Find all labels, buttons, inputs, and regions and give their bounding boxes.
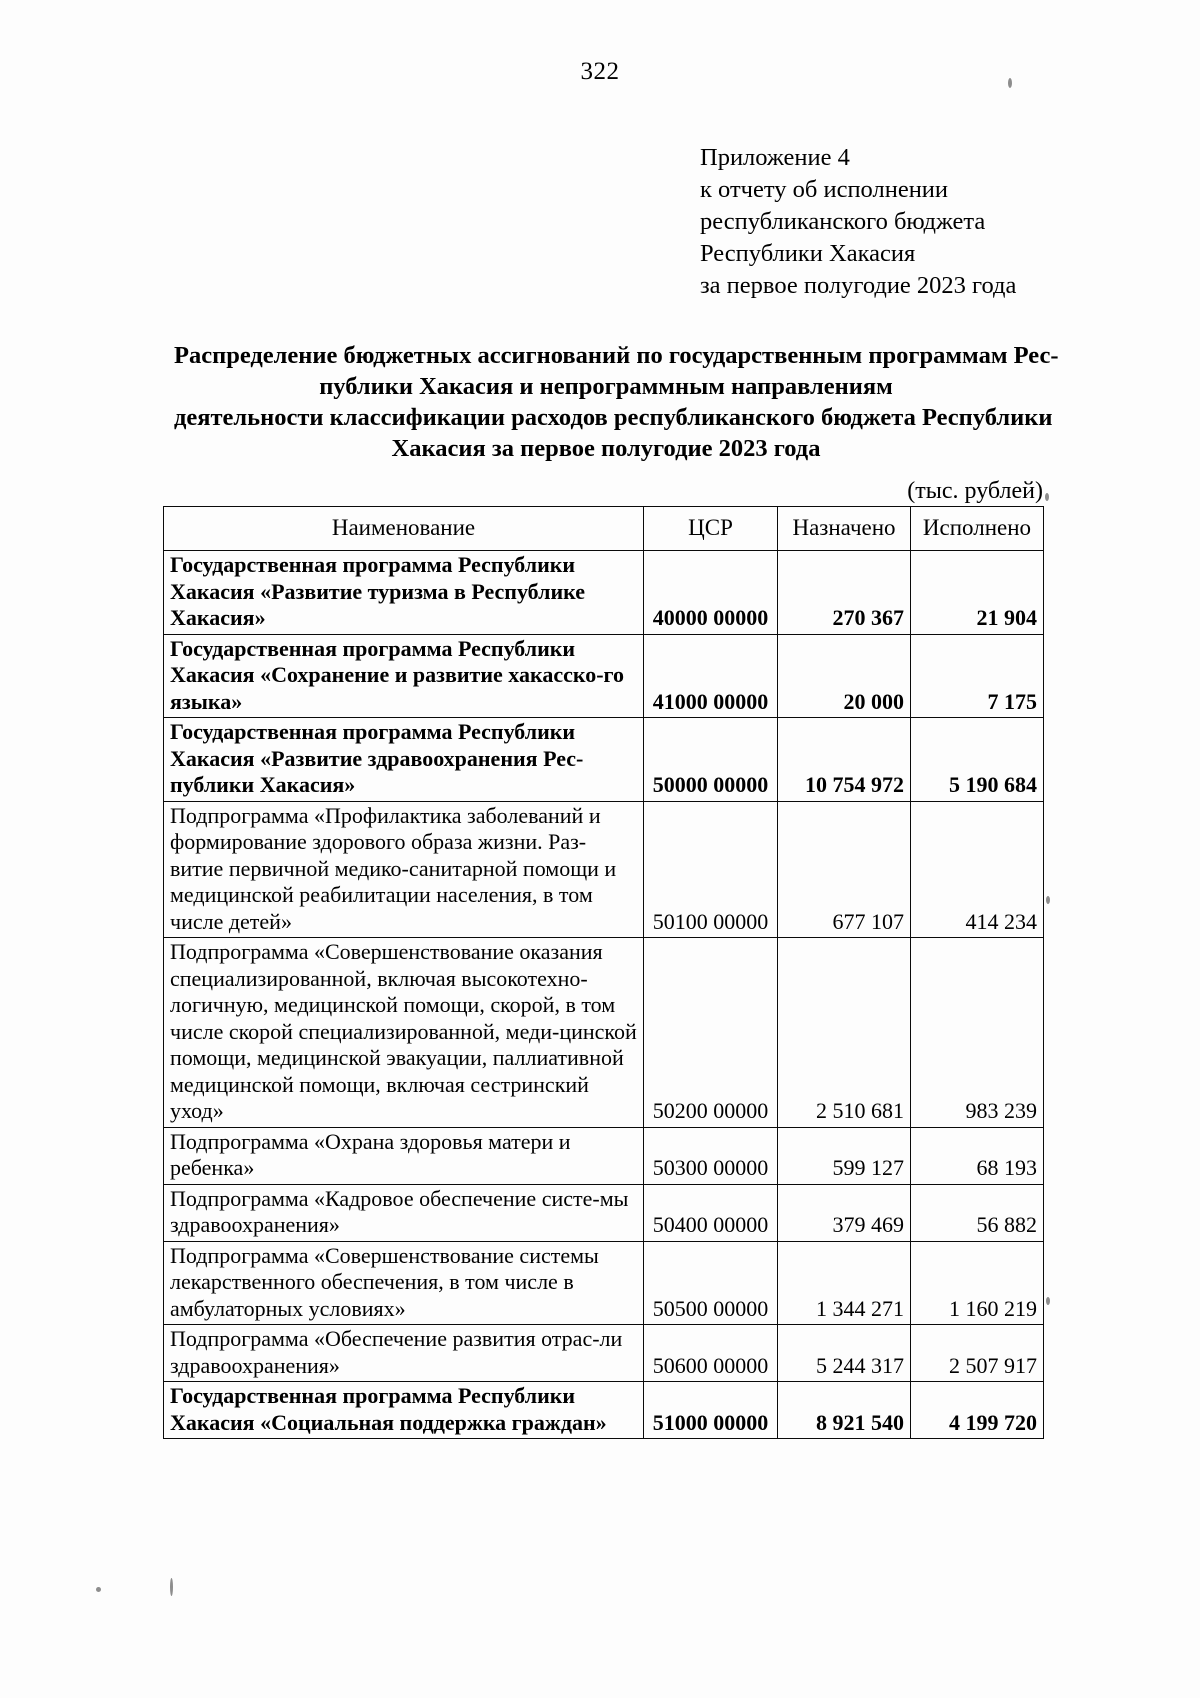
document-title-line-2: публики Хакасия и непрограммным направлениям — [319, 373, 893, 400]
cell-csr-code: 50500 00000 — [644, 1241, 778, 1325]
table-row — [164, 801, 1044, 938]
table-body — [164, 551, 1044, 1439]
appendix-line-1: Приложение 4 — [700, 144, 850, 171]
document-title-line-3: деятельности классификации расходов республиканского бюджета Республики — [174, 404, 1053, 431]
scan-speck — [170, 1578, 173, 1596]
page-number: 322 — [580, 58, 620, 85]
appendix-line-3: республиканского бюджета — [700, 208, 986, 235]
cell-executed-amount: 4 199 720 — [911, 1382, 1044, 1439]
appendix-line-4: Республики Хакасия — [700, 240, 916, 267]
scan-speck — [96, 1587, 101, 1592]
table-row — [164, 1382, 1044, 1439]
table-header-row — [164, 507, 1044, 551]
column-header-fact: Исполнено — [911, 507, 1044, 551]
column-header-csr: ЦСР — [644, 507, 778, 551]
cell-csr-code: 50300 00000 — [644, 1127, 778, 1184]
cell-executed-amount: 21 904 — [911, 551, 1044, 635]
cell-program-name: Государственная программа Республики Хакасия «Развитие здравоохранения Рес-публики Хакасия» — [164, 718, 644, 802]
cell-program-name: Подпрограмма «Совершенствование оказания специализированной, включая высокотехно-логичную, медицинской помощи, скорой, в том числе скорой специализированной, меди-цинской помощи, медицинской эвакуации, паллиативной медицинской помощи, включая сестринский уход» — [164, 938, 644, 1128]
table-row — [164, 1184, 1044, 1241]
cell-program-name: Подпрограмма «Кадровое обеспечение систе-мы здравоохранения» — [164, 1184, 644, 1241]
document-title-line-1: Распределение бюджетных ассигнований по государственным программам Рес- — [174, 342, 1059, 369]
cell-executed-amount: 68 193 — [911, 1127, 1044, 1184]
cell-csr-code: 41000 00000 — [644, 634, 778, 718]
document-title — [150, 340, 1062, 464]
cell-program-name: Государственная программа Республики Хакасия «Социальная поддержка граждан» — [164, 1382, 644, 1439]
cell-program-name: Подпрограмма «Охрана здоровья матери и ребенка» — [164, 1127, 644, 1184]
cell-program-name: Подпрограмма «Профилактика заболеваний и формирование здорового образа жизни. Раз-витие первичной медико-санитарной помощи и медицинской реабилитации населения, в том числе детей» — [164, 801, 644, 938]
cell-executed-amount: 414 234 — [911, 801, 1044, 938]
table-row — [164, 551, 1044, 635]
cell-executed-amount: 56 882 — [911, 1184, 1044, 1241]
column-header-name: Наименование — [164, 507, 644, 551]
cell-allocated-amount: 379 469 — [778, 1184, 911, 1241]
cell-allocated-amount: 599 127 — [778, 1127, 911, 1184]
scan-speck — [1008, 78, 1012, 88]
cell-executed-amount: 7 175 — [911, 634, 1044, 718]
cell-csr-code: 50000 00000 — [644, 718, 778, 802]
cell-executed-amount: 1 160 219 — [911, 1241, 1044, 1325]
cell-allocated-amount: 5 244 317 — [778, 1325, 911, 1382]
appendix-line-2: к отчету об исполнении — [700, 176, 949, 203]
cell-csr-code: 50200 00000 — [644, 938, 778, 1128]
cell-csr-code: 51000 00000 — [644, 1382, 778, 1439]
table-row — [164, 1325, 1044, 1382]
scan-speck — [1046, 896, 1050, 904]
cell-executed-amount: 983 239 — [911, 938, 1044, 1128]
cell-program-name: Подпрограмма «Совершенствование системы лекарственного обеспечения, в том числе в амбулаторных условиях» — [164, 1241, 644, 1325]
table-row — [164, 1127, 1044, 1184]
cell-program-name: Государственная программа Республики Хакасия «Сохранение и развитие хакасско-го языка» — [164, 634, 644, 718]
cell-csr-code: 40000 00000 — [644, 551, 778, 635]
cell-allocated-amount: 20 000 — [778, 634, 911, 718]
appendix-line-5: за первое полугодие 2023 года — [700, 272, 1017, 299]
scan-speck — [1046, 1297, 1050, 1305]
column-header-plan: Назначено — [778, 507, 911, 551]
cell-csr-code: 50400 00000 — [644, 1184, 778, 1241]
cell-allocated-amount: 8 921 540 — [778, 1382, 911, 1439]
cell-executed-amount: 2 507 917 — [911, 1325, 1044, 1382]
cell-program-name: Подпрограмма «Обеспечение развития отрас-ли здравоохранения» — [164, 1325, 644, 1382]
cell-csr-code: 50600 00000 — [644, 1325, 778, 1382]
table-row — [164, 1241, 1044, 1325]
cell-allocated-amount: 270 367 — [778, 551, 911, 635]
cell-allocated-amount: 1 344 271 — [778, 1241, 911, 1325]
table-row — [164, 938, 1044, 1128]
units-note: (тыс. рублей) — [907, 478, 1043, 504]
document-title-line-4: Хакасия за первое полугодие 2023 года — [391, 435, 821, 462]
table-row — [164, 718, 1044, 802]
table-row — [164, 634, 1044, 718]
cell-allocated-amount: 2 510 681 — [778, 938, 911, 1128]
cell-csr-code: 50100 00000 — [644, 801, 778, 938]
scan-speck — [1045, 493, 1049, 501]
cell-allocated-amount: 677 107 — [778, 801, 911, 938]
cell-allocated-amount: 10 754 972 — [778, 718, 911, 802]
budget-allocation-table — [163, 506, 1044, 1439]
cell-executed-amount: 5 190 684 — [911, 718, 1044, 802]
cell-program-name: Государственная программа Республики Хакасия «Развитие туризма в Республике Хакасия» — [164, 551, 644, 635]
appendix-reference-block — [700, 142, 1016, 302]
